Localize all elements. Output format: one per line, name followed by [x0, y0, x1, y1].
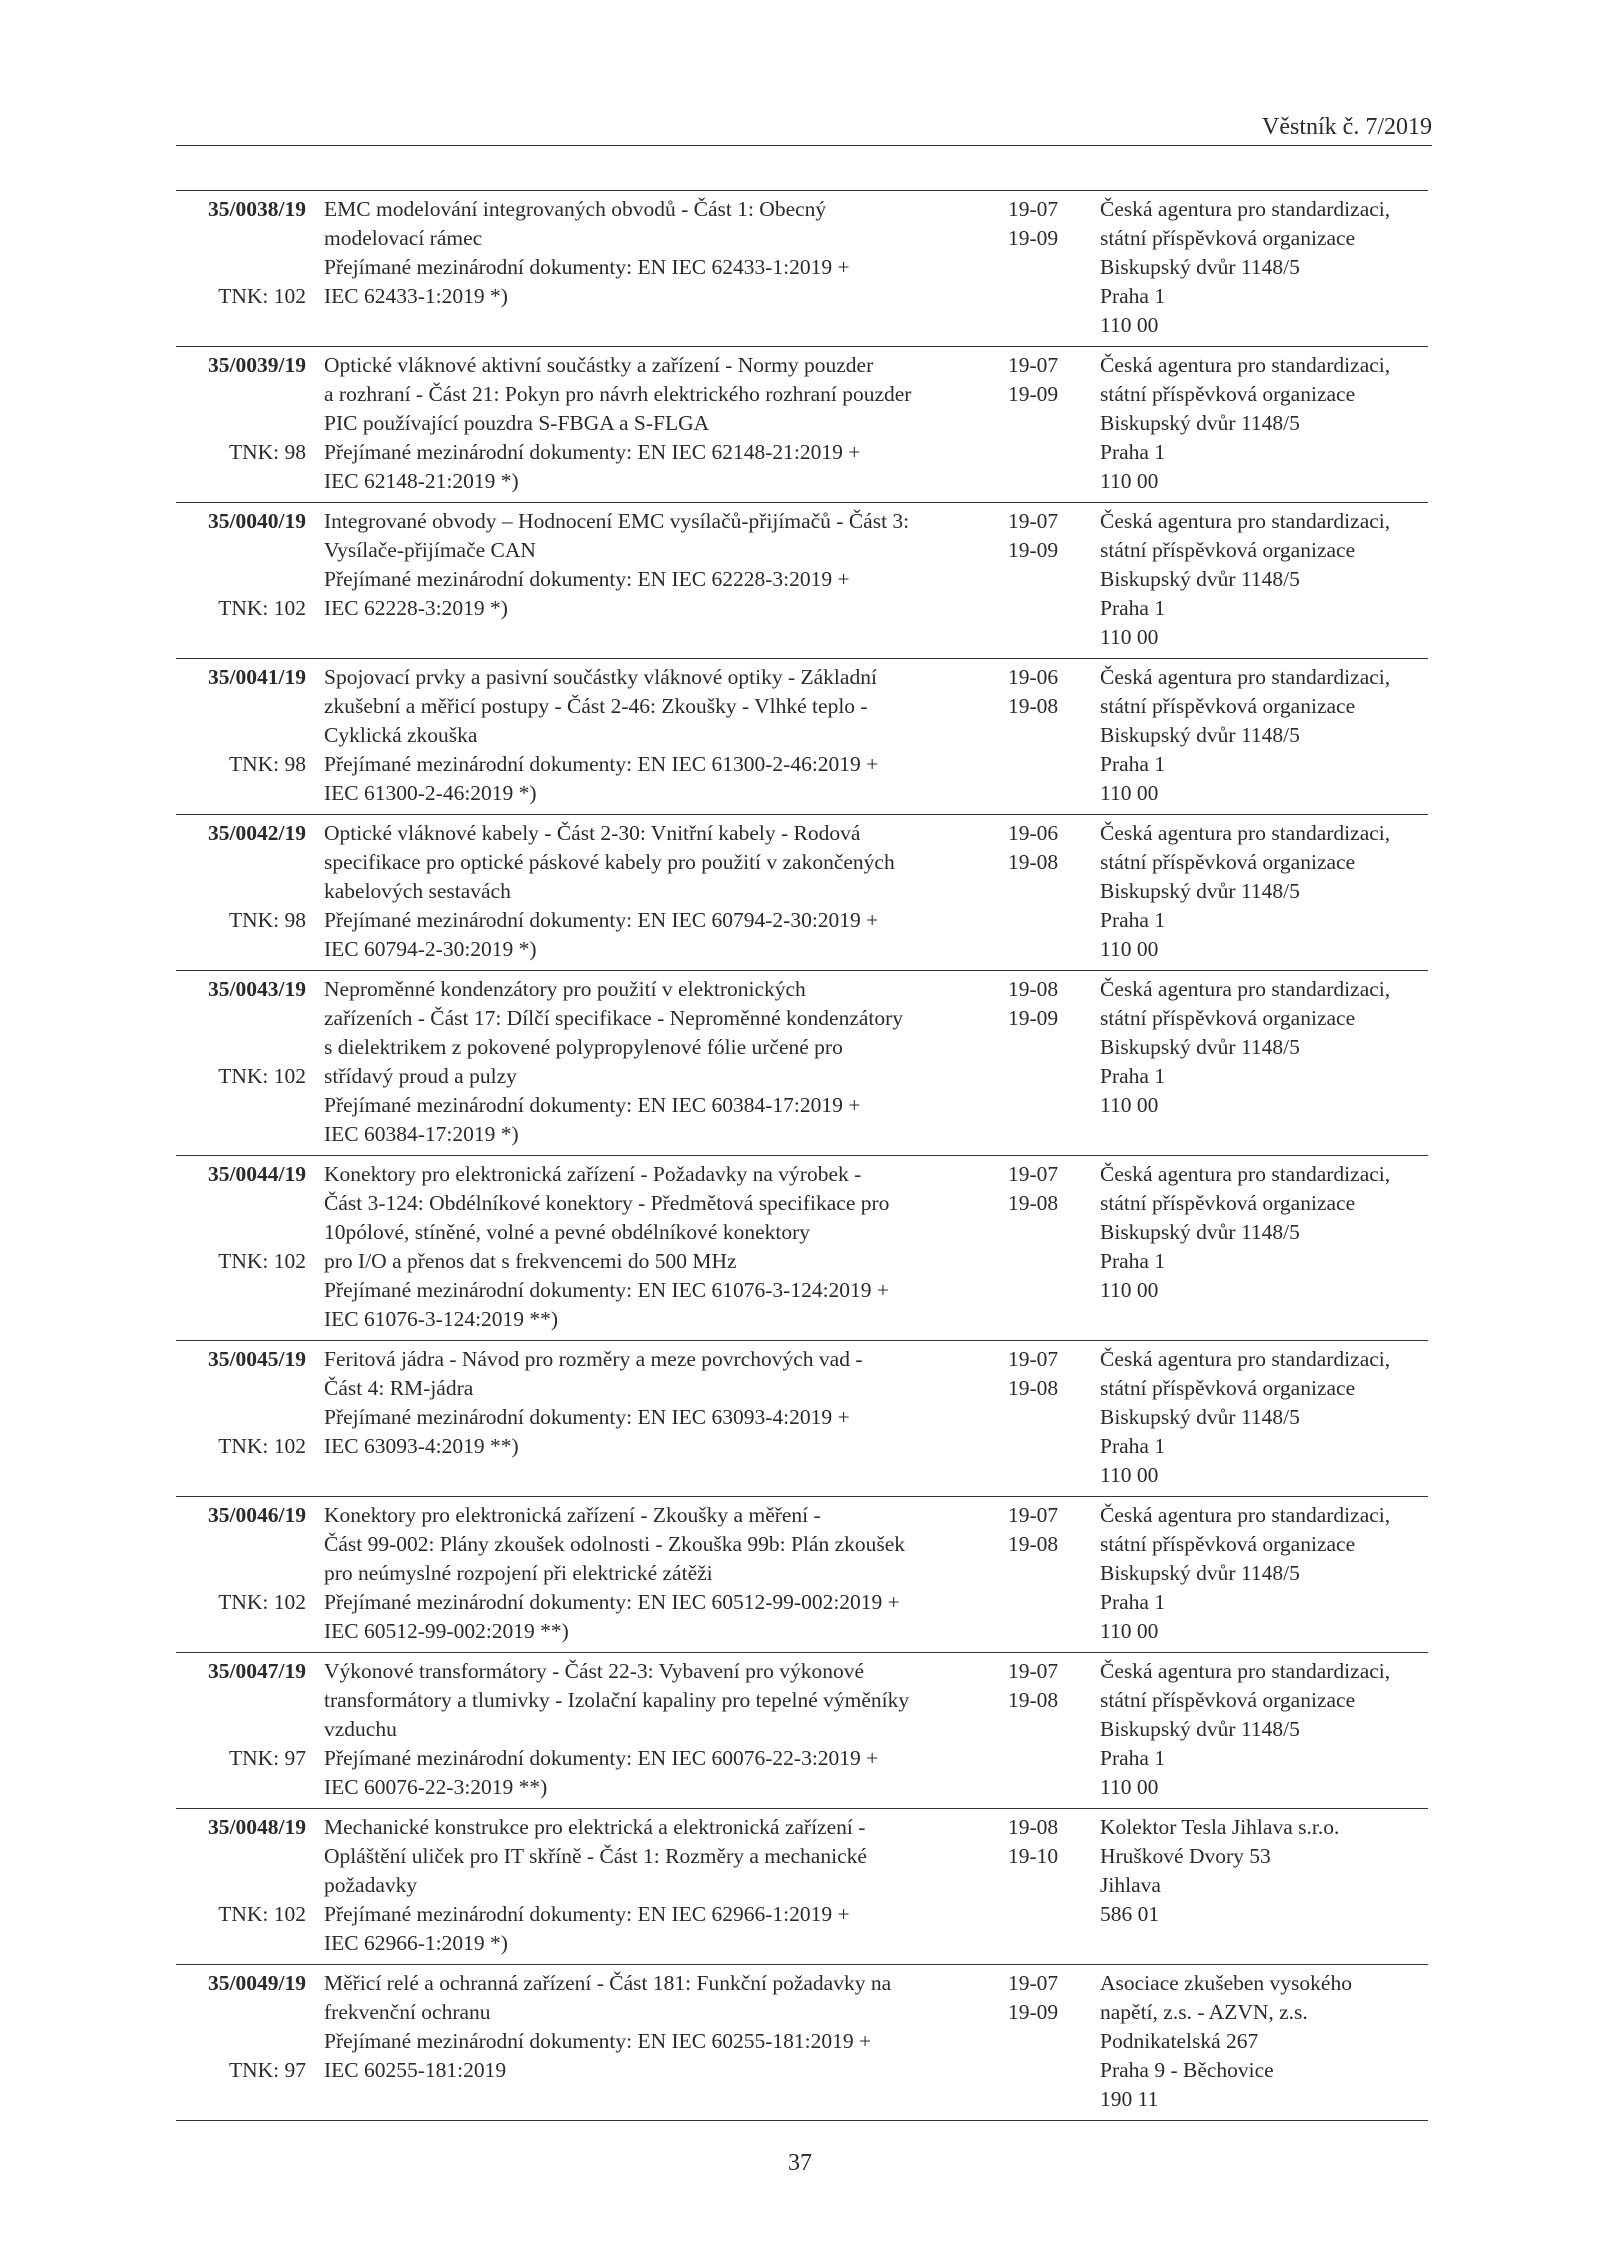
- entry-organization-cell: [1100, 1969, 1430, 2114]
- spacer: [176, 1218, 306, 1247]
- organization-line: státní příspěvková organizace: [1100, 382, 1356, 406]
- organization-line: Hruškové Dvory 53: [1100, 1844, 1271, 1868]
- title-line: IEC 62966-1:2019 *): [324, 1931, 508, 1955]
- organization-line: Asociace zkušeben vysokého: [1100, 1971, 1352, 1995]
- entry-dates-cell: [1008, 1813, 1078, 1871]
- spacer: [176, 1715, 306, 1744]
- organization-line: 190 11: [1100, 2087, 1159, 2111]
- entry-organization-cell: [1100, 1657, 1430, 1802]
- entry-number: 35/0042/19: [208, 821, 306, 845]
- entry-tnk: TNK: 102: [218, 1902, 306, 1926]
- organization-line: Biskupský dvůr 1148/5: [1100, 1561, 1300, 1585]
- table-row: [176, 1965, 1428, 2121]
- title-line: IEC 63093-4:2019 **): [324, 1434, 519, 1458]
- organization-line: 110 00: [1100, 313, 1159, 337]
- organization-line: 110 00: [1100, 1775, 1159, 1799]
- entry-organization-cell: [1100, 507, 1430, 652]
- spacer: [176, 1091, 306, 1120]
- organization-line: státní příspěvková organizace: [1100, 850, 1356, 874]
- spacer: [176, 848, 306, 877]
- entry-tnk: TNK: 102: [218, 1590, 306, 1614]
- title-line: IEC 60794-2-30:2019 *): [324, 937, 537, 961]
- table-row: [176, 815, 1428, 971]
- title-line: Mechanické konstrukce pro elektrická a elektronická zařízení -: [324, 1815, 866, 1839]
- date-value: 19-09: [1008, 538, 1059, 562]
- organization-line: Praha 1: [1100, 440, 1166, 464]
- table-row: [176, 971, 1428, 1156]
- title-line: Neproměnné kondenzátory pro použití v elektronických: [324, 977, 806, 1001]
- title-line: Přejímané mezinárodní dokumenty: EN IEC 60512-99-002:2019 +: [324, 1590, 900, 1614]
- title-line: specifikace pro optické páskové kabely pro použití v zakončených: [324, 850, 895, 874]
- organization-line: 110 00: [1100, 1093, 1159, 1117]
- entry-tnk: TNK: 97: [228, 1746, 306, 1770]
- organization-line: 110 00: [1100, 1619, 1159, 1643]
- organization-line: Česká agentura pro standardizaci,: [1100, 1503, 1391, 1527]
- title-line: pro neúmyslné rozpojení při elektrické zátěži: [324, 1561, 713, 1585]
- entry-dates-cell: [1008, 195, 1078, 253]
- title-line: Část 99-002: Plány zkoušek odolnosti - Zkouška 99b: Plán zkoušek: [324, 1532, 906, 1556]
- entry-dates-cell: [1008, 1969, 1078, 2027]
- organization-line: Praha 9 - Běchovice: [1100, 2058, 1274, 2082]
- table-row: [176, 347, 1428, 503]
- spacer: [176, 1189, 306, 1218]
- entry-dates-cell: [1008, 351, 1078, 409]
- spacer: [176, 1686, 306, 1715]
- date-value: 19-07: [1008, 1162, 1059, 1186]
- spacer: [176, 2085, 306, 2114]
- date-value: 19-06: [1008, 821, 1059, 845]
- organization-line: 110 00: [1100, 1463, 1159, 1487]
- entry-title-cell: [324, 819, 1014, 964]
- date-value: 19-07: [1008, 1347, 1059, 1371]
- entry-dates-cell: [1008, 663, 1078, 721]
- title-line: Vysílače-přijímače CAN: [324, 538, 536, 562]
- entry-dates-cell: [1008, 1160, 1078, 1218]
- organization-line: Česká agentura pro standardizaci,: [1100, 821, 1391, 845]
- spacer: [176, 1403, 306, 1432]
- date-value: 19-09: [1008, 2000, 1059, 2024]
- journal-header: Věstník č. 7/2019: [1262, 114, 1432, 140]
- title-line: Optické vláknové aktivní součástky a zařízení - Normy pouzder: [324, 353, 874, 377]
- title-line: Přejímané mezinárodní dokumenty: EN IEC 61076-3-124:2019 +: [324, 1278, 890, 1302]
- entry-id-cell: [176, 1345, 306, 1490]
- table-row: [176, 191, 1428, 347]
- entry-title-cell: [324, 1969, 1014, 2085]
- entry-title-cell: [324, 1657, 1014, 1802]
- entry-tnk: TNK: 98: [228, 752, 306, 776]
- spacer: [176, 1559, 306, 1588]
- title-line: a rozhraní - Část 21: Pokyn pro návrh elektrického rozhraní pouzder: [324, 382, 912, 406]
- entry-number: 35/0046/19: [208, 1503, 306, 1527]
- entry-title-cell: [324, 195, 1014, 311]
- date-value: 19-07: [1008, 1659, 1059, 1683]
- title-line: pro I/O a přenos dat s frekvencemi do 500 MHz: [324, 1249, 737, 1273]
- organization-line: Praha 1: [1100, 1746, 1166, 1770]
- spacer: [176, 1033, 306, 1062]
- title-line: 10pólové, stíněné, volné a pevné obdélníkové konektory: [324, 1220, 811, 1244]
- title-line: Výkonové transformátory - Část 22-3: Vybavení pro výkonové: [324, 1659, 864, 1683]
- entry-number: 35/0047/19: [208, 1659, 306, 1683]
- organization-line: Česká agentura pro standardizaci,: [1100, 1347, 1391, 1371]
- spacer: [176, 1998, 306, 2027]
- organization-line: 110 00: [1100, 469, 1159, 493]
- organization-line: Praha 1: [1100, 1249, 1166, 1273]
- title-line: Spojovací prvky a pasivní součástky vláknové optiky - Základní: [324, 665, 877, 689]
- date-value: 19-06: [1008, 665, 1059, 689]
- title-line: vzduchu: [324, 1717, 397, 1741]
- organization-line: Podnikatelská 267: [1100, 2029, 1259, 2053]
- spacer: [176, 877, 306, 906]
- entry-tnk: TNK: 102: [218, 1434, 306, 1458]
- entry-organization-cell: [1100, 1501, 1430, 1646]
- title-line: IEC 60076-22-3:2019 **): [324, 1775, 548, 1799]
- entry-id-cell: [176, 1657, 306, 1802]
- title-line: zkušební a měřicí postupy - Část 2-46: Zkoušky - Vlhké teplo -: [324, 694, 868, 718]
- entry-dates-cell: [1008, 819, 1078, 877]
- title-line: IEC 60512-99-002:2019 **): [324, 1619, 569, 1643]
- organization-line: Biskupský dvůr 1148/5: [1100, 879, 1300, 903]
- organization-line: 110 00: [1100, 1278, 1159, 1302]
- title-line: Feritová jádra - Návod pro rozměry a meze povrchových vad -: [324, 1347, 863, 1371]
- spacer: [176, 224, 306, 253]
- title-line: Přejímané mezinárodní dokumenty: EN IEC 63093-4:2019 +: [324, 1405, 850, 1429]
- entry-id-cell: [176, 351, 306, 496]
- organization-line: Biskupský dvůr 1148/5: [1100, 567, 1300, 591]
- entry-tnk: TNK: 102: [218, 1249, 306, 1273]
- title-line: kabelových sestavách: [324, 879, 511, 903]
- entry-number: 35/0048/19: [208, 1815, 306, 1839]
- title-line: Přejímané mezinárodní dokumenty: EN IEC 62228-3:2019 +: [324, 567, 850, 591]
- date-value: 19-08: [1008, 1376, 1059, 1400]
- organization-line: Biskupský dvůr 1148/5: [1100, 1220, 1300, 1244]
- organization-line: Česká agentura pro standardizaci,: [1100, 353, 1391, 377]
- entry-dates-cell: [1008, 975, 1078, 1033]
- date-value: 19-07: [1008, 1503, 1059, 1527]
- spacer: [176, 1617, 306, 1646]
- table-row: [176, 1809, 1428, 1965]
- entry-organization-cell: [1100, 1160, 1430, 1305]
- spacer: [176, 2027, 306, 2056]
- title-line: s dielektrikem z pokovené polypropylenové fólie určené pro: [324, 1035, 843, 1059]
- date-value: 19-09: [1008, 226, 1059, 250]
- spacer: [176, 1929, 306, 1958]
- title-line: Optické vláknové kabely - Část 2-30: Vnitřní kabely - Rodová: [324, 821, 861, 845]
- spacer: [176, 692, 306, 721]
- entry-number: 35/0043/19: [208, 977, 306, 1001]
- title-line: IEC 60255-181:2019: [324, 2058, 507, 2082]
- organization-line: 110 00: [1100, 937, 1159, 961]
- title-line: IEC 60384-17:2019 *): [324, 1122, 519, 1146]
- title-line: Přejímané mezinárodní dokumenty: EN IEC 60076-22-3:2019 +: [324, 1746, 879, 1770]
- organization-line: Česká agentura pro standardizaci,: [1100, 197, 1391, 221]
- organization-line: Biskupský dvůr 1148/5: [1100, 1405, 1300, 1429]
- spacer: [176, 1276, 306, 1305]
- entry-title-cell: [324, 1813, 1014, 1958]
- spacer: [176, 935, 306, 964]
- entry-number: 35/0049/19: [208, 1971, 306, 1995]
- title-line: transformátory a tlumivky - Izolační kapaliny pro tepelné výměníky: [324, 1688, 910, 1712]
- entry-id-cell: [176, 663, 306, 808]
- page-number: 37: [788, 2150, 812, 2176]
- organization-line: Česká agentura pro standardizaci,: [1100, 665, 1391, 689]
- title-line: IEC 62433-1:2019 *): [324, 284, 508, 308]
- title-line: IEC 61076-3-124:2019 **): [324, 1307, 559, 1331]
- organization-line: 110 00: [1100, 625, 1159, 649]
- title-line: IEC 62228-3:2019 *): [324, 596, 508, 620]
- entry-title-cell: [324, 1501, 1014, 1646]
- organization-line: 586 01: [1100, 1902, 1160, 1926]
- organization-line: Praha 1: [1100, 1590, 1166, 1614]
- spacer: [176, 779, 306, 808]
- entry-tnk: TNK: 102: [218, 1064, 306, 1088]
- entry-organization-cell: [1100, 975, 1430, 1120]
- title-line: IEC 62148-21:2019 *): [324, 469, 519, 493]
- spacer: [176, 1120, 306, 1149]
- spacer: [176, 1530, 306, 1559]
- date-value: 19-08: [1008, 1191, 1059, 1215]
- table-row: [176, 659, 1428, 815]
- spacer: [176, 623, 306, 652]
- spacer: [176, 565, 306, 594]
- organization-line: Praha 1: [1100, 1064, 1166, 1088]
- organization-line: 110 00: [1100, 781, 1159, 805]
- table-row: [176, 503, 1428, 659]
- title-line: Konektory pro elektronická zařízení - Zkoušky a měření -: [324, 1503, 821, 1527]
- spacer: [176, 380, 306, 409]
- spacer: [176, 1871, 306, 1900]
- title-line: EMC modelování integrovaných obvodů - Část 1: Obecný: [324, 197, 827, 221]
- spacer: [176, 536, 306, 565]
- title-line: požadavky: [324, 1873, 418, 1897]
- entry-title-cell: [324, 663, 1014, 808]
- organization-line: Biskupský dvůr 1148/5: [1100, 411, 1300, 435]
- organization-line: státní příspěvková organizace: [1100, 1191, 1356, 1215]
- spacer: [176, 1374, 306, 1403]
- title-line: Přejímané mezinárodní dokumenty: EN IEC 60255-181:2019 +: [324, 2029, 872, 2053]
- entry-organization-cell: [1100, 663, 1430, 808]
- entry-dates-cell: [1008, 1345, 1078, 1403]
- date-value: 19-08: [1008, 1532, 1059, 1556]
- title-line: PIC používající pouzdra S-FBGA a S-FLGA: [324, 411, 710, 435]
- organization-line: Česká agentura pro standardizaci,: [1100, 1659, 1391, 1683]
- entry-number: 35/0039/19: [208, 353, 306, 377]
- title-line: Cyklická zkouška: [324, 723, 478, 747]
- entry-id-cell: [176, 1813, 306, 1958]
- organization-line: napětí, z.s. - AZVN, z.s.: [1100, 2000, 1308, 2024]
- title-line: Část 3-124: Obdélníkové konektory - Předmětová specifikace pro: [324, 1191, 890, 1215]
- entry-organization-cell: [1100, 1345, 1430, 1490]
- organization-line: Praha 1: [1100, 284, 1166, 308]
- spacer: [176, 1773, 306, 1802]
- entry-title-cell: [324, 351, 1014, 496]
- title-line: Opláštění uliček pro IT skříně - Část 1: Rozměry a mechanické: [324, 1844, 867, 1868]
- date-value: 19-08: [1008, 850, 1059, 874]
- entry-dates-cell: [1008, 507, 1078, 565]
- table-row: [176, 1653, 1428, 1809]
- entry-id-cell: [176, 975, 306, 1149]
- header-rule: [176, 145, 1432, 146]
- title-line: modelovací rámec: [324, 226, 483, 250]
- entry-id-cell: [176, 1160, 306, 1334]
- entry-id-cell: [176, 195, 306, 340]
- date-value: 19-07: [1008, 197, 1059, 221]
- spacer: [176, 721, 306, 750]
- entry-number: 35/0044/19: [208, 1162, 306, 1186]
- entry-tnk: TNK: 98: [228, 440, 306, 464]
- organization-line: Biskupský dvůr 1148/5: [1100, 1717, 1300, 1741]
- title-line: Přejímané mezinárodní dokumenty: EN IEC 60384-17:2019 +: [324, 1093, 861, 1117]
- spacer: [176, 467, 306, 496]
- organization-line: státní příspěvková organizace: [1100, 538, 1356, 562]
- organization-line: Jihlava: [1100, 1873, 1161, 1897]
- entry-number: 35/0045/19: [208, 1347, 306, 1371]
- entry-id-cell: [176, 1969, 306, 2114]
- date-value: 19-07: [1008, 353, 1059, 377]
- organization-line: Biskupský dvůr 1148/5: [1100, 723, 1300, 747]
- title-line: Přejímané mezinárodní dokumenty: EN IEC 62433-1:2019 +: [324, 255, 850, 279]
- entry-dates-cell: [1008, 1657, 1078, 1715]
- entry-id-cell: [176, 1501, 306, 1646]
- title-line: frekvenční ochranu: [324, 2000, 491, 2024]
- entry-tnk: TNK: 102: [218, 284, 306, 308]
- organization-line: Praha 1: [1100, 1434, 1166, 1458]
- organization-line: státní příspěvková organizace: [1100, 226, 1356, 250]
- title-line: zařízeních - Část 17: Dílčí specifikace - Neproměnné kondenzátory: [324, 1006, 904, 1030]
- organization-line: Česká agentura pro standardizaci,: [1100, 1162, 1391, 1186]
- entry-number: 35/0038/19: [208, 197, 306, 221]
- spacer: [176, 1842, 306, 1871]
- entry-organization-cell: [1100, 1813, 1430, 1929]
- table-row: [176, 1156, 1428, 1341]
- spacer: [176, 409, 306, 438]
- organization-line: Kolektor Tesla Jihlava s.r.o.: [1100, 1815, 1340, 1839]
- entry-tnk: TNK: 98: [228, 908, 306, 932]
- date-value: 19-07: [1008, 1971, 1059, 1995]
- organization-line: státní příspěvková organizace: [1100, 694, 1356, 718]
- spacer: [176, 1461, 306, 1490]
- entry-tnk: TNK: 102: [218, 596, 306, 620]
- date-value: 19-08: [1008, 977, 1059, 1001]
- title-line: střídavý proud a pulzy: [324, 1064, 517, 1088]
- entry-number: 35/0041/19: [208, 665, 306, 689]
- organization-line: státní příspěvková organizace: [1100, 1688, 1356, 1712]
- title-line: IEC 61300-2-46:2019 *): [324, 781, 537, 805]
- date-value: 19-09: [1008, 382, 1059, 406]
- title-line: Integrované obvody – Hodnocení EMC vysílačů-přijímačů - Část 3:: [324, 509, 910, 533]
- organization-line: státní příspěvková organizace: [1100, 1006, 1356, 1030]
- title-line: Část 4: RM-jádra: [324, 1376, 474, 1400]
- title-line: Přejímané mezinárodní dokumenty: EN IEC 60794-2-30:2019 +: [324, 908, 879, 932]
- entry-dates-cell: [1008, 1501, 1078, 1559]
- spacer: [176, 311, 306, 340]
- organization-line: Česká agentura pro standardizaci,: [1100, 977, 1391, 1001]
- organization-line: státní příspěvková organizace: [1100, 1376, 1356, 1400]
- entry-title-cell: [324, 975, 1014, 1149]
- spacer: [176, 1305, 306, 1334]
- entry-id-cell: [176, 507, 306, 652]
- date-value: 19-07: [1008, 509, 1059, 533]
- entry-organization-cell: [1100, 351, 1430, 496]
- spacer: [176, 253, 306, 282]
- date-value: 19-09: [1008, 1006, 1059, 1030]
- title-line: Přejímané mezinárodní dokumenty: EN IEC 62966-1:2019 +: [324, 1902, 850, 1926]
- title-line: Přejímané mezinárodní dokumenty: EN IEC 61300-2-46:2019 +: [324, 752, 879, 776]
- organization-line: Praha 1: [1100, 908, 1166, 932]
- organization-line: Praha 1: [1100, 752, 1166, 776]
- entry-id-cell: [176, 819, 306, 964]
- entry-title-cell: [324, 1345, 1014, 1461]
- entry-title-cell: [324, 1160, 1014, 1334]
- organization-line: Biskupský dvůr 1148/5: [1100, 255, 1300, 279]
- entry-number: 35/0040/19: [208, 509, 306, 533]
- organization-line: Praha 1: [1100, 596, 1166, 620]
- organization-line: Česká agentura pro standardizaci,: [1100, 509, 1391, 533]
- table-row: [176, 1497, 1428, 1653]
- title-line: Měřicí relé a ochranná zařízení - Část 181: Funkční požadavky na: [324, 1971, 892, 1995]
- organization-line: státní příspěvková organizace: [1100, 1532, 1356, 1556]
- title-line: Konektory pro elektronická zařízení - Požadavky na výrobek -: [324, 1162, 862, 1186]
- entry-organization-cell: [1100, 195, 1430, 340]
- entries-table: [176, 190, 1428, 2121]
- date-value: 19-08: [1008, 694, 1059, 718]
- organization-line: Biskupský dvůr 1148/5: [1100, 1035, 1300, 1059]
- date-value: 19-08: [1008, 1815, 1059, 1839]
- entry-tnk: TNK: 97: [228, 2058, 306, 2082]
- spacer: [176, 1004, 306, 1033]
- title-line: Přejímané mezinárodní dokumenty: EN IEC 62148-21:2019 +: [324, 440, 861, 464]
- date-value: 19-08: [1008, 1688, 1059, 1712]
- date-value: 19-10: [1008, 1844, 1059, 1868]
- entry-organization-cell: [1100, 819, 1430, 964]
- table-row: [176, 1341, 1428, 1497]
- entry-title-cell: [324, 507, 1014, 623]
